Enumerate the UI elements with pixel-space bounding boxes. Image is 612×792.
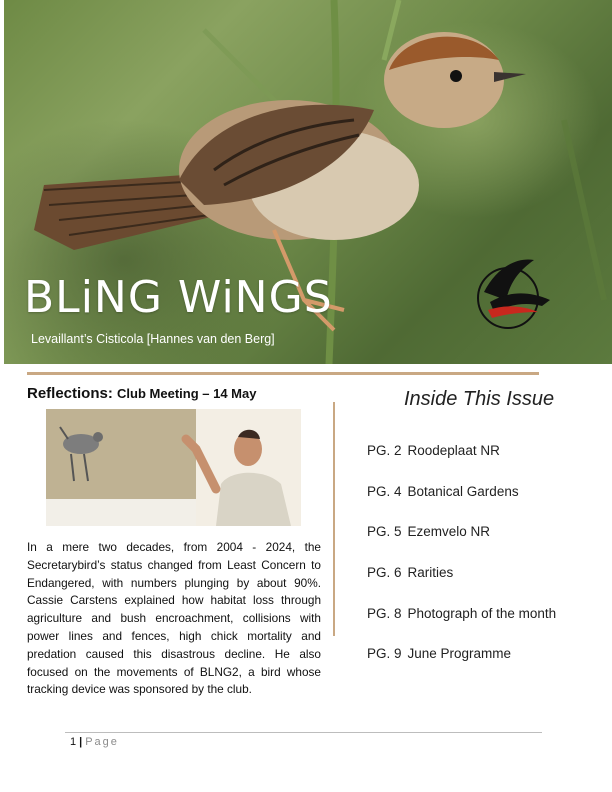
toc-item-title: Photograph of the month [407,605,557,621]
toc-item-title: Roodeplaat NR [407,443,500,458]
toc-item[interactable] [367,646,597,687]
footer-separator: | [79,736,83,748]
cover-photo [4,0,612,364]
toc-item[interactable] [367,524,597,565]
speaker-photo-illustration [46,409,301,526]
toc-item[interactable] [367,484,597,525]
toc-page-number: PG. 6 [367,565,402,581]
page-number: 1 [70,736,77,748]
toc-item[interactable] [367,565,597,606]
page-label: Page [85,736,119,748]
newsletter-title: BLiNG WiNGS [24,272,333,323]
cover-photo-caption: Levaillant’s Cisticola [Hannes van den Berg] [31,332,275,346]
toc-page-number: PG. 8 [367,605,402,621]
toc-item[interactable] [367,606,597,647]
club-meeting-photo [46,409,301,526]
birdlife-logo [472,252,556,344]
toc-item[interactable] [367,443,597,484]
toc-page-number: PG. 5 [367,524,402,540]
footer-divider [65,732,542,733]
toc-page-number: PG. 9 [367,646,402,662]
article-subheading: Club Meeting – 14 May [117,386,257,401]
column-divider [333,402,335,636]
toc-item-title: June Programme [407,646,512,662]
article-body: In a mere two decades, from 2004 - 2024, the Secretarybird’s status changed from Least Concern to Endangered, with numbers plunging by about 90%. Cassie Carstens explained how habitat loss through agriculture and bush encroachment, collisions with power lines and fences, high chick mortality and predation caused this disastrous decline. He also focused on the movements of BLNG2, a bird whose tracking device was sponsored by the club. [27,540,321,697]
header-divider [27,372,539,375]
toc-item-title: Ezemvelo NR [407,524,491,540]
article-heading-label: Reflections: [27,385,113,402]
toc-page-number: PG. 4 [367,483,402,499]
toc-heading: Inside This Issue [404,388,555,410]
logo-bird-icon [472,252,556,344]
page-footer [70,736,119,748]
toc-item-title: Rarities [407,565,454,581]
article-heading [27,385,327,402]
toc-list [367,443,597,687]
toc-item-title: Botanical Gardens [407,483,519,499]
toc-page-number: PG. 2 [367,443,402,458]
